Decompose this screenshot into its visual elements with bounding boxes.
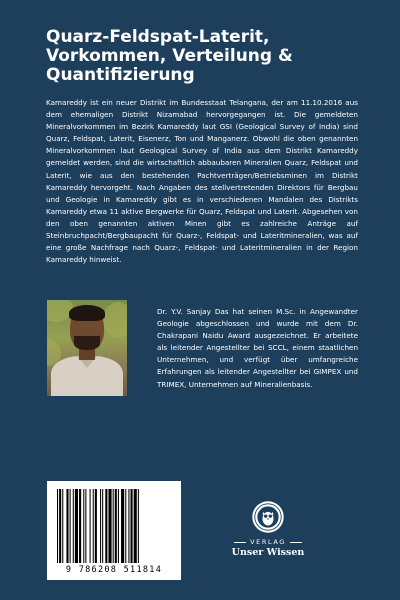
barcode-bar [100, 489, 101, 563]
title-line: Quarz-Feldspat-Laterit, [46, 27, 270, 47]
barcode-bar [79, 489, 81, 563]
barcode-bar [134, 489, 137, 563]
barcode-bar [113, 489, 114, 563]
barcode-bar [138, 489, 139, 563]
barcode-bar [115, 489, 117, 563]
barcode-bar [70, 489, 71, 563]
title-line: Quantifizierung [46, 65, 195, 85]
divider [234, 542, 246, 543]
barcode-bar [62, 489, 63, 563]
book-description: Kamareddy ist ein neuer Distrikt im Bundesstaat Telangana, der am 11.10.2016 aus dem ehemaligen Distrikt Nizamabad hervorgegangen ist. Die gemeldeten Mineralvorkommen im Bezirk Kamareddy laut GSI (Geological Survey of India) sind Quarz, Feldspat, Laterit, Eisenerz, Ton und Manganerz. Obwohl die oben genannten Mineralvorkommen laut Geological Survey of India aus dem Distrikt Kamareddy gemeldet werden, sind die wirtschaftlich abbaubaren Mineralien Quarz, Feldspat und Laterit, wie aus den bestehenden Pachtverträgen/Betriebsminen im Distrikt Kamareddy hervorgeht. Nach Angaben des stellvertretenden Direktors für Bergbau und Geologie in Kamareddy gibt es in verschiedenen Mandalen des Distrikts Kamareddy etwa 11 aktive Bergwerke für Quarz, Feldspat und Laterit. Abgesehen von den oben genannten aktiven Minen gibt es zahlreiche Anträge auf Steinbruchpacht/Bergbaupacht für Quarz-, Feldspat- und Lateritmineralien, was auf eine große Nachfrage nach Quarz-, Feldspat- und Lateritmineralien in der Region Kamareddy hinweist. [46, 98, 358, 265]
barcode-bar [73, 489, 74, 563]
wisdom-owl-seal-icon [251, 500, 285, 534]
barcode-bar [118, 489, 119, 563]
barcode-bar [59, 489, 61, 563]
barcode-bar [57, 489, 58, 563]
title-line: Vorkommen, Verteilung & [46, 46, 293, 66]
barcode-bar [95, 489, 97, 563]
barcode-bar [66, 489, 68, 563]
barcode-bars [47, 481, 181, 565]
barcode-bar [121, 489, 124, 563]
verlag-label: VERLAG [250, 538, 286, 546]
verlag-row [228, 538, 308, 546]
barcode-bar [108, 489, 111, 563]
barcode-bar [125, 489, 126, 563]
author-photo [47, 300, 127, 396]
barcode-bar [102, 489, 103, 563]
publisher-name: Unser Wissen [231, 547, 305, 558]
author-bio: Dr. Y.V. Sanjay Das hat seinen M.Sc. in Angewandter Geologie abgeschlossen und wurde mit dem Dr. Chakrapani Naidu Award ausgezeichnet. Er arbeitete als leitender Angestellter bei SCCL, einem staatlichen Unternehmen, und verfügt über umfangreiche Erfahrungen als leitender Angestellter bei GIMPEX und TRIMEX, Unternehmen auf Mineralienbasis. [157, 307, 358, 389]
barcode-bar [93, 489, 94, 563]
isbn-barcode [47, 481, 181, 580]
barcode-bar [75, 489, 78, 563]
barcode-bar [128, 489, 129, 563]
barcode-bar [131, 489, 133, 563]
book-title [46, 28, 366, 85]
divider [290, 542, 302, 543]
barcode-bar [85, 489, 86, 563]
barcode-bar [105, 489, 107, 563]
barcode-bar [83, 489, 84, 563]
barcode-bar [90, 489, 91, 563]
isbn-number: 9 786208 511814 [65, 565, 163, 575]
publisher-block [228, 500, 308, 558]
